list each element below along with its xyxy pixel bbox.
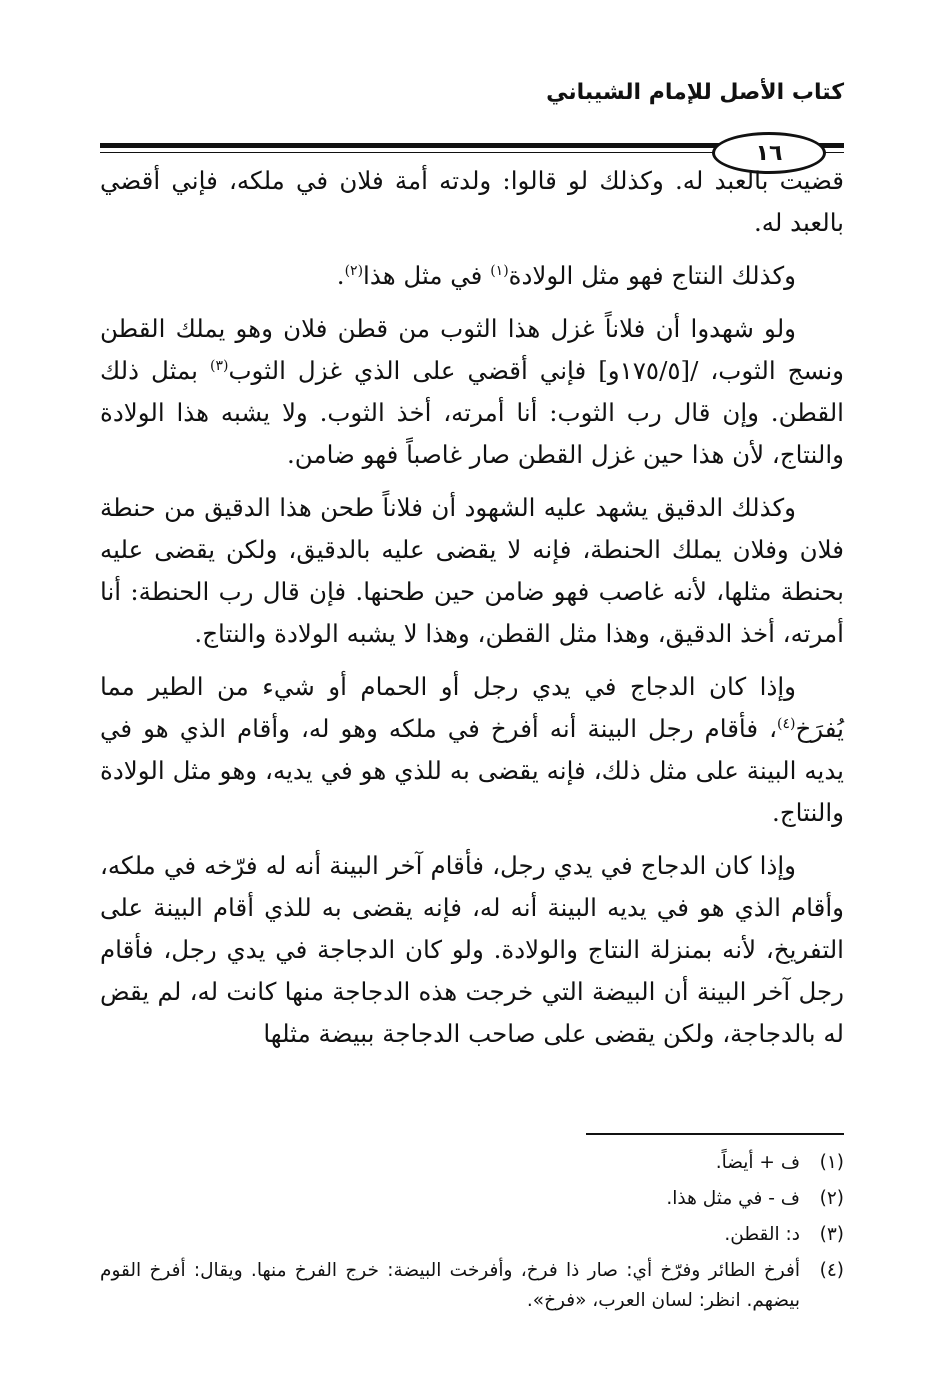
- paragraph-4: وكذلك الدقيق يشهد عليه الشهود أن فلاناً طحن هذا الدقيق من حنطة فلان وفلان يملك الحنطة، فإنه لا يقضى عليه بالدقيق، ولكن يقضى عليه بحنطة مثلها، لأنه غاصب فهو ضامن حين طحنها. فإن قال رب الحنطة: أنا أمرته، أخذ الدقيق، وهذا مثل القطن، وهذا لا يشبه الولادة والنتاج.: [100, 493, 844, 648]
- paragraph-2-text-c: .: [336, 261, 345, 290]
- paragraph-6: وإذا كان الدجاج في يدي رجل، فأقام آخر البينة أنه له فرّخه في ملكه، وأقام الذي هو في يديه البينة أنه له، فإنه يقضى به للذي أقام البينة على التفريخ، لأنه بمنزلة النتاج والولادة. ولو كان الدجاجة في يدي رجل، فأقام رجل آخر البينة أن البيضة التي خرجت هذه الدجاجة منها كانت له، لم يقض له بالدجاجة، ولكن يقضى على صاحب الدجاجة ببيضة مثلها: [100, 851, 844, 1048]
- footnote-number: (١): [819, 1152, 844, 1173]
- footnote-ref-1: (١): [490, 262, 509, 279]
- paragraph-2: [100, 255, 844, 297]
- paragraph-3-text-b: بمثل ذلك القطن. وإن قال رب الثوب: أنا أمرته، أخذ الثوب. ولا يشبه هذا الولادة والنتاج، لأن هذا حين غزل القطن صار غاصباً فهو ضامن.: [100, 356, 844, 469]
- paragraph-5-text-a: وإذا كان الدجاج في يدي رجل أو الحمام أو شيء من الطير مما يُفرَخ: [100, 672, 844, 743]
- footnote-text: ف + أيضاً.: [715, 1152, 800, 1173]
- paragraph-3-text-a: ولو شهدوا أن فلاناً غزل هذا الثوب من قطن فلان وهو يملك القطن ونسج الثوب، /[١٧٥/٥و] فإني أقضي على الذي غزل الثوب: [100, 314, 844, 385]
- footnote-text: د: القطن.: [724, 1224, 800, 1245]
- footnote-ref-2: (٢): [344, 262, 364, 279]
- footnote-3: [100, 1220, 844, 1250]
- paragraph-2-text-a: وكذلك النتاج فهو مثل الولادة: [508, 261, 796, 290]
- paragraph-3: [100, 308, 844, 476]
- footnote-ref-4: (٤): [776, 715, 796, 732]
- paragraph-5-text-b: ، فأقام رجل البينة أنه أفرخ في ملكه وهو له، وأقام الذي هو في يديه البينة على مثل ذلك، فإنه يقضى به للذي هو في يديه، وهو مثل الولادة والنتاج.: [100, 714, 844, 827]
- page-number: ١٦: [755, 140, 783, 166]
- footnote-ref-3: (٣): [210, 357, 229, 374]
- paragraph-1: قضيت بالعبد له. وكذلك لو قالوا: ولدته أمة فلان في ملكه، فإني أقضي بالعبد له.: [100, 166, 844, 237]
- footnote-text: أفرخ الطائر وفرّخ أي: صار ذا فرخ، وأفرخت البيضة: خرج الفرخ منها. ويقال: أفرخ القوم بيضهم. انظر: لسان العرب، «فرخ».: [100, 1260, 800, 1311]
- footnote-number: (٤): [819, 1260, 844, 1281]
- running-title: كتاب الأصل للإمام الشيباني: [546, 80, 844, 105]
- main-text: [100, 160, 844, 1066]
- footnote-number: (٣): [819, 1224, 844, 1245]
- paragraph-5: [100, 666, 844, 834]
- paragraph-2-text-b: في مثل هذا: [363, 261, 491, 290]
- footnotes: [100, 1148, 844, 1322]
- footnote-number: (٢): [819, 1188, 844, 1209]
- footnote-2: [100, 1184, 844, 1214]
- footnote-text: ف - في مثل هذا.: [666, 1188, 800, 1209]
- footnote-separator: [586, 1133, 844, 1135]
- footnote-1: [100, 1148, 844, 1178]
- footnote-4: [100, 1256, 844, 1316]
